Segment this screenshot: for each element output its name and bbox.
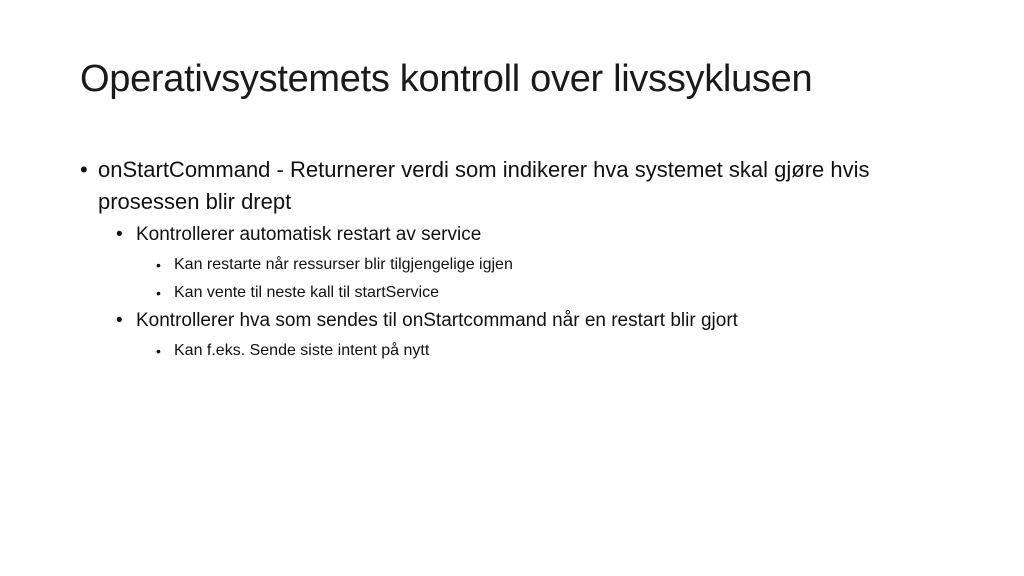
bullet-level-3 [156, 282, 940, 304]
bullet-text: Kontrollerer hva som sendes til onStartcommand når en restart blir gjort [136, 310, 738, 331]
bullet-text: onStartCommand - Returnerer verdi som indikerer hva systemet skal gjøre hvis prosessen blir drept [98, 157, 870, 214]
bullet-text: Kan f.eks. Sende siste intent på nytt [174, 342, 430, 359]
bullet-text: Kan vente til neste kall til startService [174, 284, 440, 301]
bullet-text: Kontrollerer automatisk restart av service [136, 224, 482, 245]
bullet-dot-icon: • [156, 343, 161, 359]
bullet-level-3 [156, 254, 940, 276]
bullet-text: Kan restarte når ressurser blir tilgjengelige igjen [174, 256, 513, 273]
bullet-dot-icon: • [156, 285, 161, 301]
bullet-dot-icon: • [116, 310, 123, 331]
slide-body [80, 154, 940, 362]
bullet-dot-icon: • [116, 224, 123, 245]
bullet-level-3 [156, 340, 940, 362]
bullet-dot-icon: • [80, 157, 88, 182]
bullet-level-2 [116, 308, 940, 334]
slide-title: Operativsystemets kontroll over livssyklusen [80, 58, 813, 100]
bullet-level-1 [80, 154, 940, 218]
bullet-level-2 [116, 222, 940, 248]
bullet-dot-icon: • [156, 257, 161, 273]
